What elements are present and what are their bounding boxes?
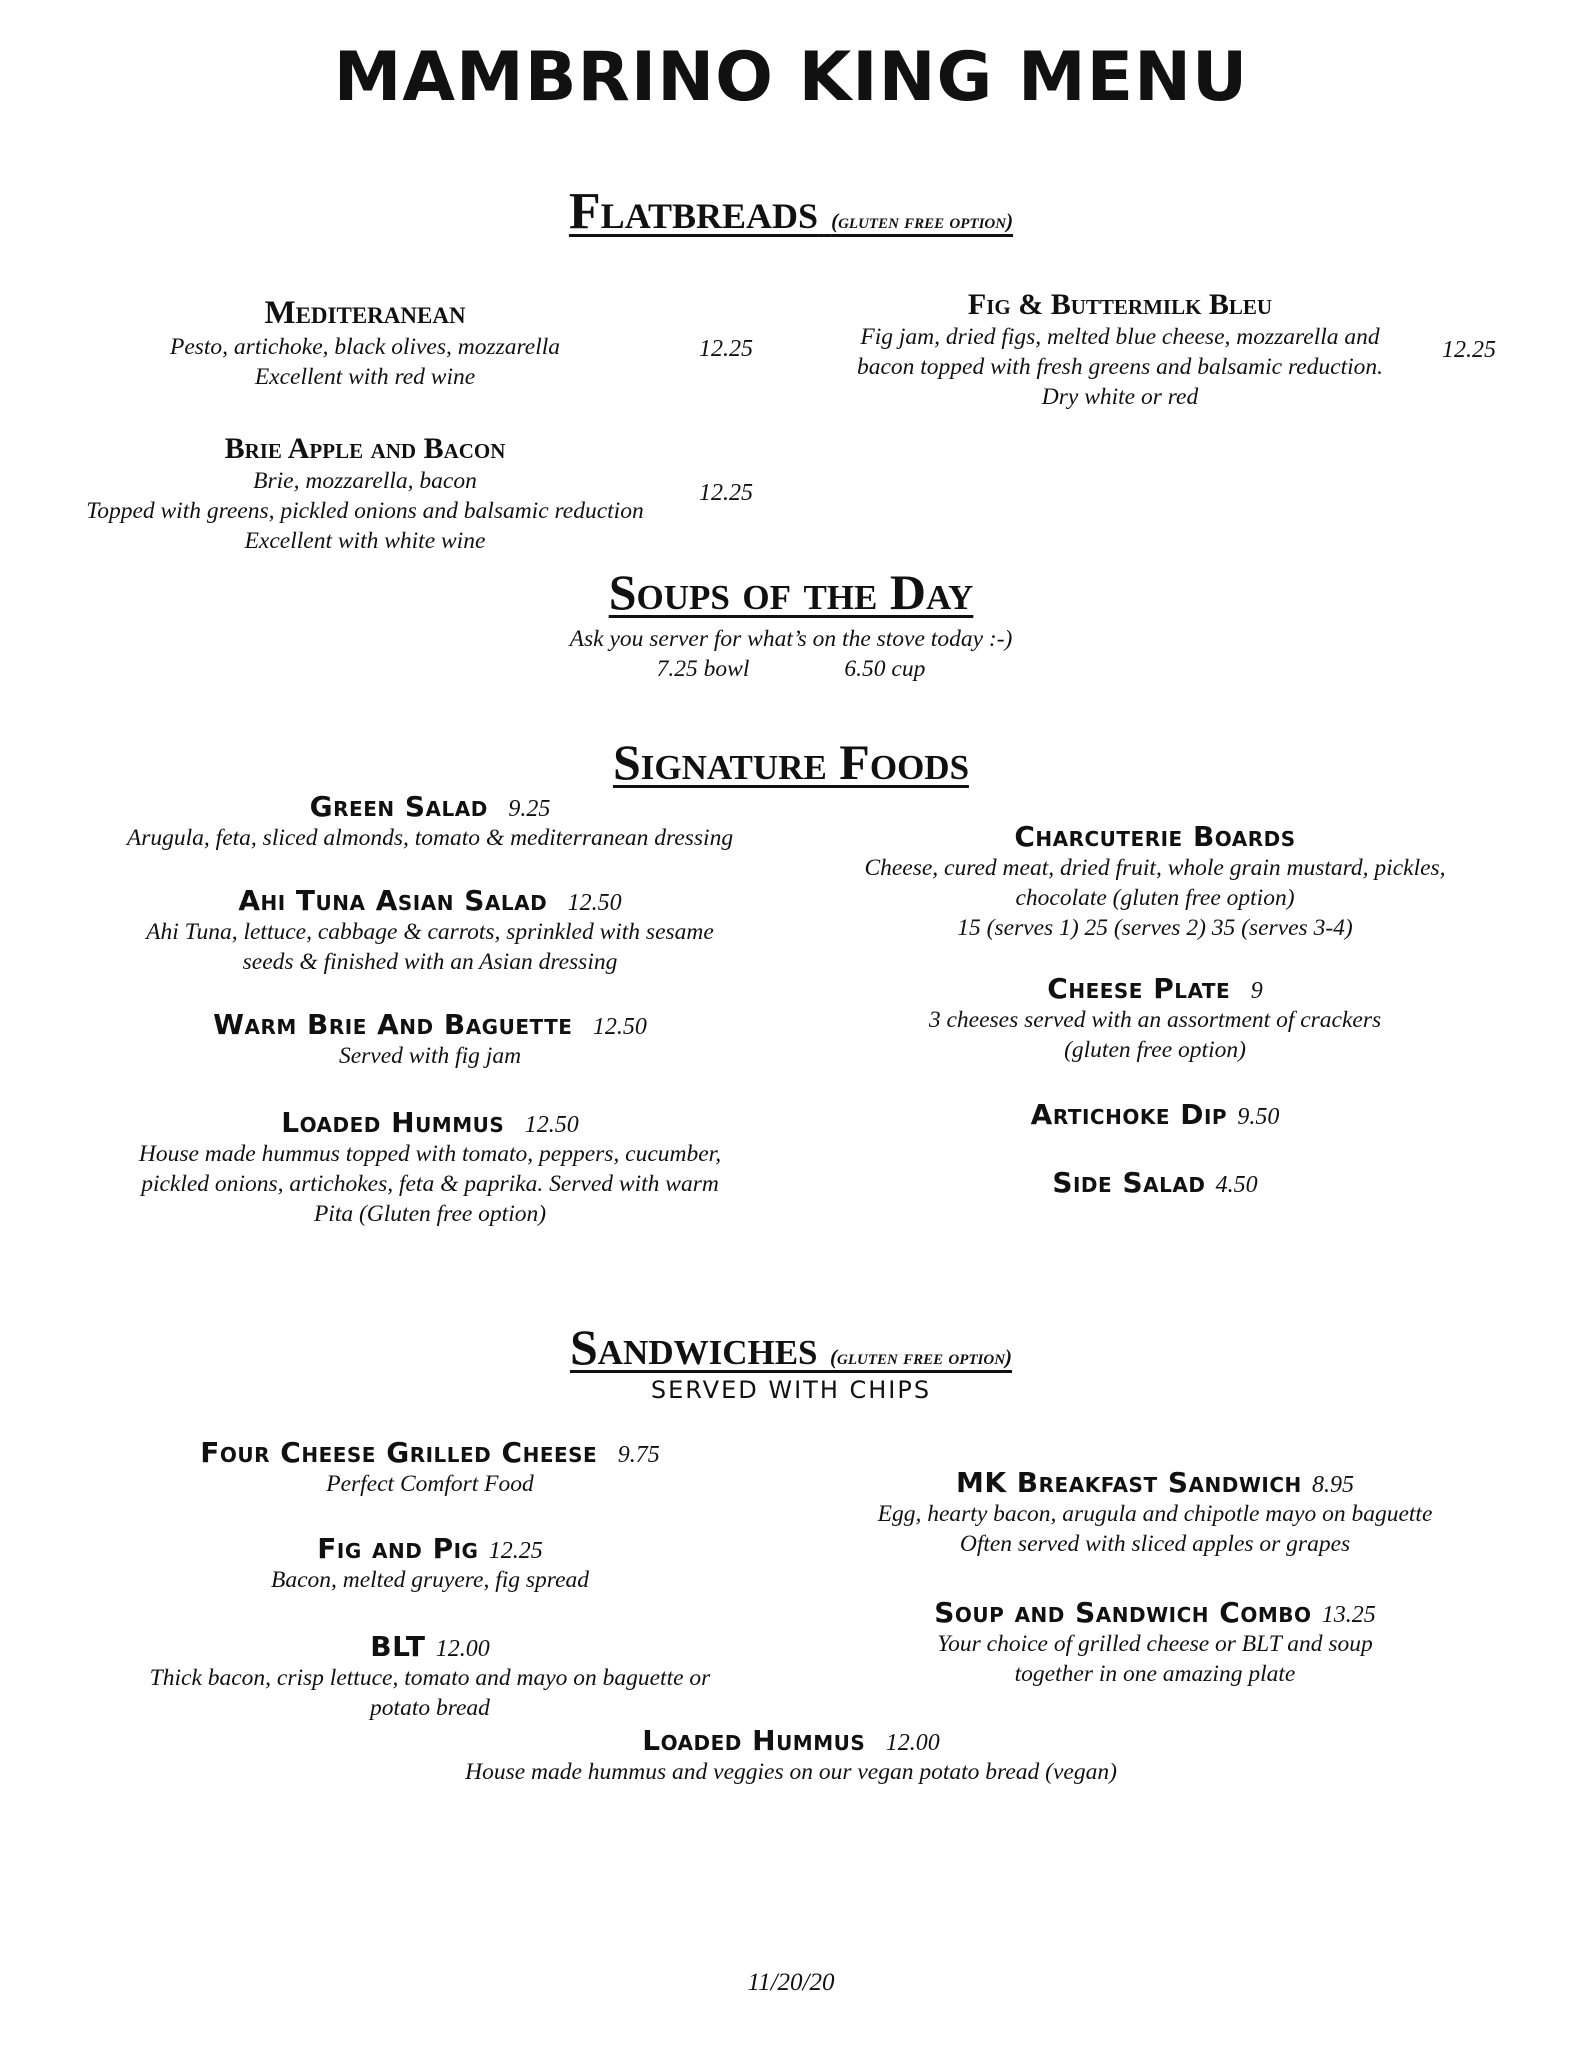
item-name: Four Cheese Grilled Cheese	[200, 1436, 598, 1469]
item-desc-line: Fig jam, dried figs, melted blue cheese, mozzarella and	[860, 324, 1380, 350]
item-name: Ahi Tuna Asian Salad	[238, 884, 548, 917]
item-name: Brie Apple and Bacon	[224, 432, 506, 465]
item-desc-line: seeds & finished with an Asian dressing	[242, 949, 618, 975]
item-desc-line: Cheese, cured meat, dried fruit, whole grain mustard, pickles,	[864, 855, 1446, 881]
item-price: 12.00	[435, 1636, 490, 1662]
soups-prices	[0, 654, 1582, 684]
item-name: Charcuterie Boards	[1014, 820, 1296, 853]
item-desc-line: chocolate (gluten free option)	[1015, 885, 1295, 911]
item-loaded-hummus-sandwich	[0, 1724, 1582, 1787]
item-price: 8.95	[1311, 1472, 1354, 1498]
item-name: Green Salad	[309, 790, 488, 823]
soups-line: Ask you server for what’s on the stove today :-)	[569, 626, 1013, 652]
item-price: 12.25	[488, 1538, 543, 1564]
item-desc-line: (gluten free option)	[1064, 1037, 1246, 1063]
item-name: Loaded Hummus	[642, 1724, 866, 1757]
item-price: 12.25	[699, 336, 753, 362]
sandwiches-sub: SERVED WITH CHIPS	[650, 1376, 932, 1404]
item-desc-line: House made hummus topped with tomato, peppers, cucumber,	[138, 1141, 722, 1167]
item-blt	[50, 1630, 810, 1723]
item-name: Cheese Plate	[1047, 972, 1231, 1005]
soups-heading: Soups of the Day	[608, 564, 974, 620]
item-name: Fig and Pig	[317, 1532, 479, 1565]
item-ahi-tuna	[40, 884, 820, 977]
item-price: 13.25	[1321, 1602, 1376, 1628]
item-price: 12.50	[524, 1112, 579, 1138]
item-mediterranean	[40, 295, 690, 392]
item-price: 9	[1250, 978, 1263, 1004]
item-desc-line: pickled onions, artichokes, feta & paprika. Served with warm	[141, 1171, 719, 1197]
item-name: Mediteranean	[264, 295, 466, 331]
item-desc-line: 3 cheeses served with an assortment of crackers	[928, 1007, 1382, 1033]
item-desc-line: Excellent with red wine	[254, 364, 476, 390]
item-desc-line: Thick bacon, crisp lettuce, tomato and mayo on baguette or	[149, 1665, 711, 1691]
item-desc-line: Bacon, melted gruyere, fig spread	[270, 1567, 590, 1593]
flatbreads-heading	[0, 182, 1582, 241]
item-fig-and-pig	[50, 1532, 810, 1595]
item-name: Soup and Sandwich Combo	[934, 1596, 1312, 1629]
item-price: 12.50	[592, 1014, 647, 1040]
item-brie-apple	[40, 432, 690, 556]
item-desc-line: 15 (serves 1) 25 (serves 2) 35 (serves 3-4)	[957, 915, 1353, 941]
soups-desc	[0, 624, 1582, 684]
flatbreads-note: (gluten free option)	[831, 209, 1014, 233]
item-desc-line: Often served with sliced apples or grapes	[959, 1531, 1351, 1557]
item-desc-line: Excellent with white wine	[244, 528, 486, 554]
item-cheese-plate	[790, 972, 1520, 1065]
item-fig-bleu	[800, 288, 1440, 412]
item-name: Artichoke Dip	[1030, 1098, 1228, 1131]
item-desc-line: Pesto, artichoke, black olives, mozzarella	[169, 334, 561, 360]
item-price: 9.75	[617, 1442, 660, 1468]
item-charcuterie	[790, 820, 1520, 943]
sandwiches-title: Sandwiches	[569, 1319, 818, 1375]
item-price: 12.25	[699, 480, 753, 506]
item-desc-line: Your choice of grilled cheese or BLT and soup	[937, 1631, 1373, 1657]
item-desc-line: Ahi Tuna, lettuce, cabbage & carrots, sprinkled with sesame	[146, 919, 714, 945]
item-name: Side Salad	[1052, 1166, 1206, 1199]
item-four-cheese	[50, 1436, 810, 1499]
item-loaded-hummus	[40, 1106, 820, 1229]
item-name: MK Breakfast Sandwich	[956, 1466, 1302, 1499]
item-desc-line: Dry white or red	[1041, 384, 1199, 410]
item-name: Warm Brie And Baguette	[213, 1008, 573, 1041]
item-price: 4.50	[1215, 1172, 1258, 1198]
item-name: Fig & Buttermilk Bleu	[967, 288, 1273, 321]
item-name: BLT	[370, 1630, 426, 1663]
item-desc-line: Pita (Gluten free option)	[313, 1201, 547, 1227]
item-desc-line: Arugula, feta, sliced almonds, tomato & mediterranean dressing	[126, 825, 734, 851]
item-soup-sandwich-combo	[790, 1596, 1520, 1689]
item-desc-line: Perfect Comfort Food	[326, 1471, 534, 1497]
sandwiches-note: (gluten free option)	[830, 1345, 1013, 1369]
signature-heading: Signature Foods	[612, 734, 970, 790]
menu-date: 11/20/20	[747, 1969, 835, 1996]
item-name: Loaded Hummus	[281, 1106, 505, 1139]
item-desc-line: Served with fig jam	[338, 1043, 522, 1069]
item-artichoke-dip	[790, 1098, 1520, 1131]
item-desc-line: Egg, hearty bacon, arugula and chipotle mayo on baguette	[877, 1501, 1433, 1527]
sandwiches-heading	[0, 1318, 1582, 1376]
item-desc-line: Topped with greens, pickled onions and balsamic reduction	[86, 498, 644, 524]
item-desc-line: House made hummus and veggies on our vegan potato bread (vegan)	[465, 1759, 1117, 1785]
soup-cup-price: 6.50 cup	[844, 656, 926, 682]
item-side-salad	[790, 1166, 1520, 1199]
item-green-salad	[40, 790, 820, 853]
item-price: 12.50	[567, 890, 622, 916]
item-desc-line: Brie, mozzarella, bacon	[253, 468, 477, 494]
item-mk-breakfast	[790, 1466, 1520, 1559]
item-price: 12.00	[885, 1730, 940, 1756]
item-warm-brie	[40, 1008, 820, 1071]
item-desc-line: bacon topped with fresh greens and balsamic reduction.	[856, 354, 1384, 380]
item-price: 9.25	[508, 796, 551, 822]
item-desc-line: together in one amazing plate	[1014, 1661, 1296, 1687]
flatbreads-title: Flatbreads	[568, 183, 819, 240]
item-price: 9.50	[1237, 1104, 1280, 1130]
menu-title: MAMBRINO KING MENU	[333, 38, 1249, 117]
item-desc-line: potato bread	[370, 1695, 490, 1721]
soup-bowl-price: 7.25 bowl	[656, 656, 750, 682]
item-price: 12.25	[1442, 337, 1496, 363]
